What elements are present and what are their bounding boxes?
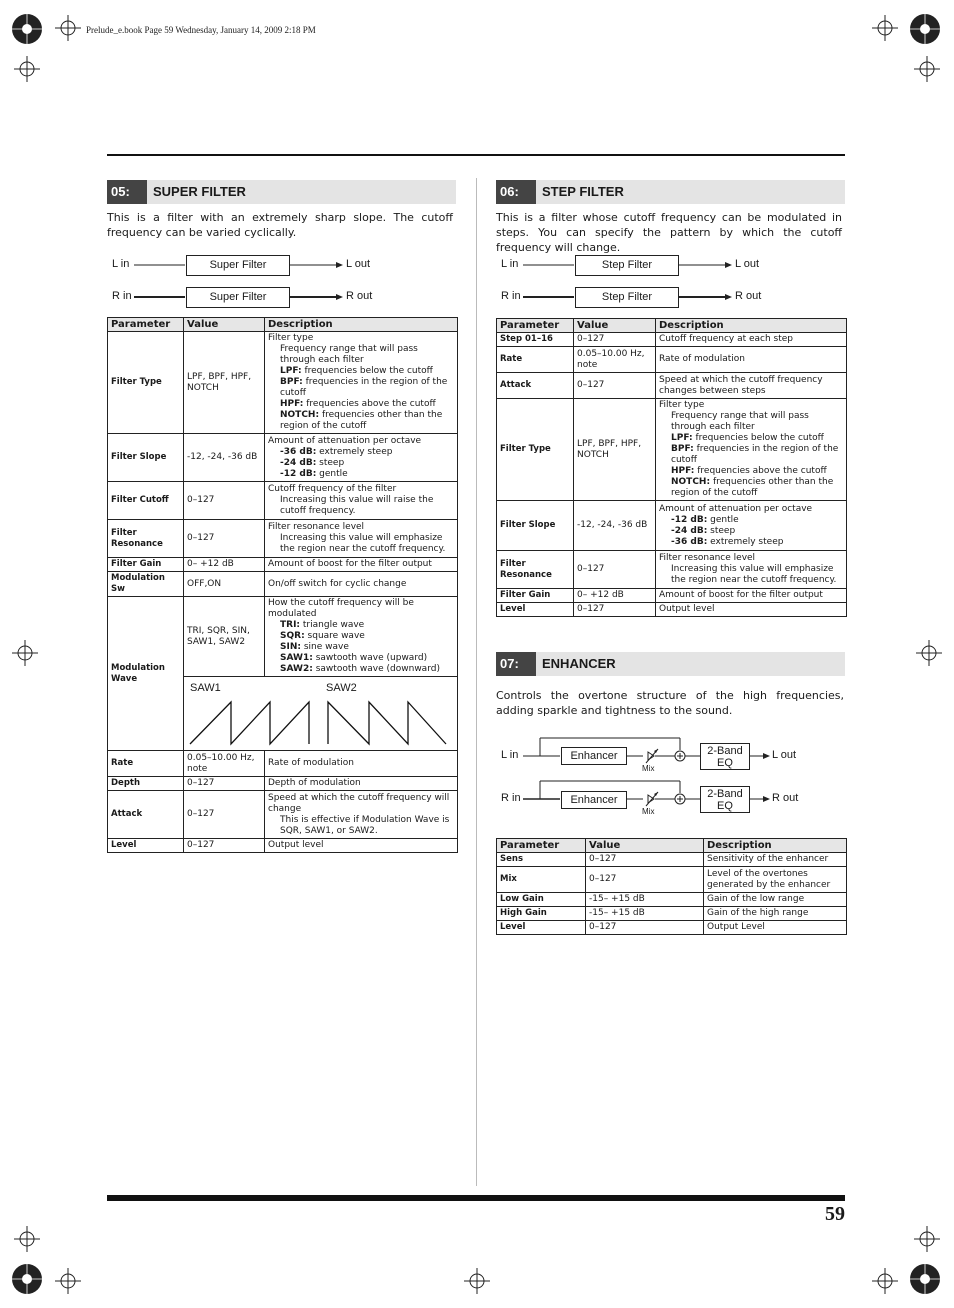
param-value: 0– +12 dB: [574, 589, 656, 603]
desc-line: BPF: frequencies in the region of the cutoff: [671, 444, 839, 465]
param-description: Rate of modulation: [265, 751, 458, 777]
param-value: 0–127: [586, 867, 704, 893]
eq-block-2: 2-Band EQ: [700, 786, 750, 813]
crosshair-mark-right-top: [914, 56, 940, 82]
table-row: [497, 333, 847, 347]
param-description: [265, 597, 458, 677]
l-in-label: L in: [501, 258, 519, 270]
step-filter-param-table: [496, 318, 847, 617]
param-name: Depth: [108, 777, 184, 791]
section-05-header: [107, 180, 456, 204]
param-value: OFF,ON: [184, 572, 265, 597]
col-header-description: Description: [656, 319, 847, 333]
desc-line: SAW1: sawtooth wave (upward): [280, 653, 428, 663]
param-value: 0–127: [574, 333, 656, 347]
param-value: -15– +15 dB: [586, 907, 704, 921]
param-description: Output level: [656, 603, 847, 617]
param-name: Filter Gain: [497, 589, 574, 603]
param-name: Level: [108, 839, 184, 853]
desc-line: Cutoff frequency of the filter: [268, 484, 397, 494]
param-value: -15– +15 dB: [586, 893, 704, 907]
section-title: SUPER FILTER: [153, 184, 246, 199]
desc-line: NOTCH: frequencies other than the region of the cutoff: [671, 477, 834, 498]
table-row: [108, 777, 458, 791]
desc-line: Filter type: [268, 333, 314, 343]
table-row: [108, 520, 458, 558]
registration-mark-bottom-right: [908, 1262, 942, 1296]
registration-mark-top-right: [908, 12, 942, 46]
param-description: [265, 482, 458, 520]
col-header-value: Value: [184, 318, 265, 332]
param-value: 0.05–10.00 Hz, note: [574, 347, 656, 373]
desc-line: Filter resonance level: [268, 522, 365, 532]
section-number: 06:: [496, 180, 536, 204]
crosshair-mark-bottom-left: [55, 1268, 81, 1294]
param-description: [265, 434, 458, 482]
desc-line: NOTCH: frequencies other than the region of the cutoff: [280, 410, 443, 431]
param-name: Attack: [497, 373, 574, 399]
param-name: Filter Slope: [108, 434, 184, 482]
table-header-row: [497, 319, 847, 333]
param-name: Filter Cutoff: [108, 482, 184, 520]
page-number: 59: [825, 1203, 845, 1225]
table-row: [108, 434, 458, 482]
param-name: Filter Resonance: [108, 520, 184, 558]
table-row: [497, 501, 847, 551]
step-filter-diagram: [496, 252, 845, 308]
crosshair-mark-left-bottom: [14, 1226, 40, 1252]
desc-line: SAW2: sawtooth wave (downward): [280, 664, 440, 674]
section-05-intro: This is a filter with an extremely sharp slope. The cutoff frequency can be varied cyclically.: [107, 211, 453, 239]
l-in-label: L in: [112, 258, 130, 270]
col-header-parameter: Parameter: [497, 319, 574, 333]
registration-mark-bottom-left: [10, 1262, 44, 1296]
desc-line: Increasing this value will emphasize the region near the cutoff frequency.: [671, 564, 837, 585]
param-name: High Gain: [497, 907, 586, 921]
param-name: Mix: [497, 867, 586, 893]
super-filter-param-table: [107, 317, 458, 853]
param-description: [656, 399, 847, 501]
param-value: 0–127: [184, 482, 265, 520]
param-name: Rate: [108, 751, 184, 777]
table-row: [497, 603, 847, 617]
crosshair-mark-right-bottom: [914, 1226, 940, 1252]
desc-line: LPF: frequencies below the cutoff: [280, 366, 433, 376]
param-name: Filter Type: [108, 332, 184, 434]
table-row: [497, 893, 847, 907]
desc-line: This is effective if Modulation Wave is SQR, SAW1, or SAW2.: [280, 814, 450, 836]
col-header-description: Description: [704, 839, 847, 853]
param-value: 0– +12 dB: [184, 558, 265, 572]
param-description: [265, 332, 458, 434]
table-row: [497, 867, 847, 893]
r-in-label: R in: [501, 792, 521, 804]
param-value: 0–127: [184, 839, 265, 853]
param-value: LPF, BPF, HPF, NOTCH: [184, 332, 265, 434]
signal-flow-lines: [496, 734, 845, 820]
enhancer-param-table: [496, 838, 847, 935]
param-description: Depth of modulation: [265, 777, 458, 791]
section-title: ENHANCER: [542, 656, 616, 671]
section-number: 07:: [496, 652, 536, 676]
table-row: [108, 482, 458, 520]
param-value: 0–127: [586, 853, 704, 867]
section-06-header: [496, 180, 845, 204]
col-header-value: Value: [574, 319, 656, 333]
param-description: [265, 520, 458, 558]
param-description: [656, 501, 847, 551]
param-name: Attack: [108, 791, 184, 839]
registration-mark-top-left: [10, 12, 44, 46]
param-name: Level: [497, 921, 586, 935]
l-out-label: L out: [772, 749, 797, 761]
param-description: Output Level: [704, 921, 847, 935]
col-header-description: Description: [265, 318, 458, 332]
super-filter-diagram: [107, 252, 456, 308]
param-name: Low Gain: [497, 893, 586, 907]
super-filter-block-1: Super Filter: [186, 255, 290, 276]
desc-line: -24 dB: steep: [671, 525, 736, 536]
param-value: 0–127: [184, 791, 265, 839]
param-name: Filter Gain: [108, 558, 184, 572]
header-rule: [107, 154, 845, 156]
r-in-label: R in: [501, 290, 521, 302]
desc-line: -36 dB: extremely steep: [280, 446, 393, 457]
l-in-label: L in: [501, 749, 519, 761]
desc-line: LPF: frequencies below the cutoff: [671, 433, 824, 443]
param-value: 0–127: [574, 551, 656, 589]
desc-line: HPF: frequencies above the cutoff: [280, 399, 436, 409]
crosshair-mark-bottom-center: [464, 1268, 490, 1294]
section-06-intro: This is a filter whose cutoff frequency can be modulated in steps. You can specify the pattern by which the cutoff frequency will change.: [496, 211, 842, 254]
param-description: Cutoff frequency at each step: [656, 333, 847, 347]
table-header-row: [497, 839, 847, 853]
table-row: [497, 399, 847, 501]
table-row: [108, 597, 458, 677]
param-name: Modulation Wave: [108, 597, 184, 751]
crosshair-mark-top-right: [872, 15, 898, 41]
param-value: 0–127: [574, 373, 656, 399]
param-value: 0–127: [184, 777, 265, 791]
table-row: [108, 791, 458, 839]
param-description: Gain of the low range: [704, 893, 847, 907]
desc-line: Frequency range that will pass through each filter: [671, 411, 809, 432]
param-description: Rate of modulation: [656, 347, 847, 373]
r-in-label: R in: [112, 290, 132, 302]
param-value: 0–127: [184, 520, 265, 558]
enhancer-block-2: Enhancer: [561, 791, 627, 809]
desc-line: -12 dB: gentle: [671, 514, 739, 525]
param-value: -12, -24, -36 dB: [574, 501, 656, 551]
desc-line: Increasing this value will raise the cutoff frequency.: [280, 495, 434, 516]
enhancer-diagram: [496, 734, 845, 820]
desc-line: Increasing this value will emphasize the region near the cutoff frequency.: [280, 533, 446, 554]
mix-label-1: Mix: [642, 764, 655, 773]
table-row: [497, 853, 847, 867]
saw2-label: SAW2: [326, 682, 357, 694]
param-name: Level: [497, 603, 574, 617]
desc-line: HPF: frequencies above the cutoff: [671, 466, 827, 476]
table-row: [108, 839, 458, 853]
table-row: [108, 332, 458, 434]
param-description: Gain of the high range: [704, 907, 847, 921]
param-name: Filter Slope: [497, 501, 574, 551]
crosshair-mark-left-middle: [12, 640, 38, 666]
param-name: Step 01–16: [497, 333, 574, 347]
eq-block-1: 2-Band EQ: [700, 743, 750, 770]
param-value: 0–127: [586, 921, 704, 935]
param-value: TRI, SQR, SIN, SAW1, SAW2: [184, 597, 265, 677]
desc-line: How the cutoff frequency will be modulated: [268, 598, 414, 619]
param-name: Rate: [497, 347, 574, 373]
desc-line: -24 dB: steep: [280, 457, 345, 468]
table-row: [497, 589, 847, 603]
saw1-label: SAW1: [190, 682, 221, 694]
crosshair-mark-left-top: [14, 56, 40, 82]
section-07-intro: Controls the overtone structure of the high frequencies, adding sparkle and tightness to the sound.: [496, 689, 844, 717]
desc-line: BPF: frequencies in the region of the cutoff: [280, 377, 448, 398]
col-header-parameter: Parameter: [108, 318, 184, 332]
table-row: [497, 347, 847, 373]
param-description: Amount of boost for the filter output: [656, 589, 847, 603]
param-description: Speed at which the cutoff frequency changes between steps: [656, 373, 847, 399]
crosshair-mark-bottom-right: [872, 1268, 898, 1294]
footer-rule: [107, 1195, 845, 1201]
param-value: -12, -24, -36 dB: [184, 434, 265, 482]
param-description: [656, 551, 847, 589]
param-value: LPF, BPF, HPF, NOTCH: [574, 399, 656, 501]
table-row: [108, 558, 458, 572]
section-number: 05:: [107, 180, 147, 204]
desc-line: SQR: square wave: [280, 631, 365, 641]
desc-line: -36 dB: extremely steep: [671, 536, 784, 547]
r-out-label: R out: [772, 792, 799, 804]
desc-line: -12 dB: gentle: [280, 468, 348, 479]
param-name: Filter Resonance: [497, 551, 574, 589]
col-header-parameter: Parameter: [497, 839, 586, 853]
param-value: 0–127: [574, 603, 656, 617]
super-filter-block-2: Super Filter: [186, 287, 290, 308]
desc-line: TRI: triangle wave: [280, 620, 365, 630]
l-out-label: L out: [735, 258, 760, 270]
param-description: Output level: [265, 839, 458, 853]
table-header-row: [108, 318, 458, 332]
param-description: On/off switch for cyclic change: [265, 572, 458, 597]
crosshair-mark-top-left: [55, 15, 81, 41]
column-divider: [476, 178, 477, 1186]
l-out-label: L out: [346, 258, 371, 270]
col-header-value: Value: [586, 839, 704, 853]
sawtooth-waves: [184, 678, 458, 750]
param-description: Level of the overtones generated by the enhancer: [704, 867, 847, 893]
desc-line: Amount of attenuation per octave: [659, 503, 813, 514]
param-name: Filter Type: [497, 399, 574, 501]
table-row: [497, 907, 847, 921]
desc-line: Amount of attenuation per octave: [268, 435, 422, 446]
r-out-label: R out: [346, 290, 373, 302]
enhancer-block-1: Enhancer: [561, 747, 627, 765]
desc-line: Frequency range that will pass through each filter: [280, 344, 418, 365]
print-info-line: Prelude_e.book Page 59 Wednesday, January 14, 2009 2:18 PM: [86, 25, 316, 35]
desc-line: SIN: sine wave: [280, 642, 349, 652]
table-row: [497, 551, 847, 589]
param-value: 0.05–10.00 Hz, note: [184, 751, 265, 777]
sawtooth-waveform-figure: [184, 677, 458, 751]
param-description: Amount of boost for the filter output: [265, 558, 458, 572]
table-row: [497, 921, 847, 935]
crosshair-mark-right-middle: [916, 640, 942, 666]
step-filter-block-2: Step Filter: [575, 287, 679, 308]
step-filter-block-1: Step Filter: [575, 255, 679, 276]
desc-line: Filter type: [659, 400, 705, 410]
mix-label-2: Mix: [642, 807, 655, 816]
table-row: [108, 572, 458, 597]
section-07-header: [496, 652, 845, 676]
param-name: Sens: [497, 853, 586, 867]
param-description: [265, 791, 458, 839]
desc-line: Filter resonance level: [659, 553, 756, 563]
table-row: [108, 751, 458, 777]
section-title: STEP FILTER: [542, 184, 624, 199]
r-out-label: R out: [735, 290, 762, 302]
desc-line: Speed at which the cutoff frequency will change: [268, 792, 450, 814]
param-name: Modulation Sw: [108, 572, 184, 597]
table-row: [497, 373, 847, 399]
param-description: Sensitivity of the enhancer: [704, 853, 847, 867]
